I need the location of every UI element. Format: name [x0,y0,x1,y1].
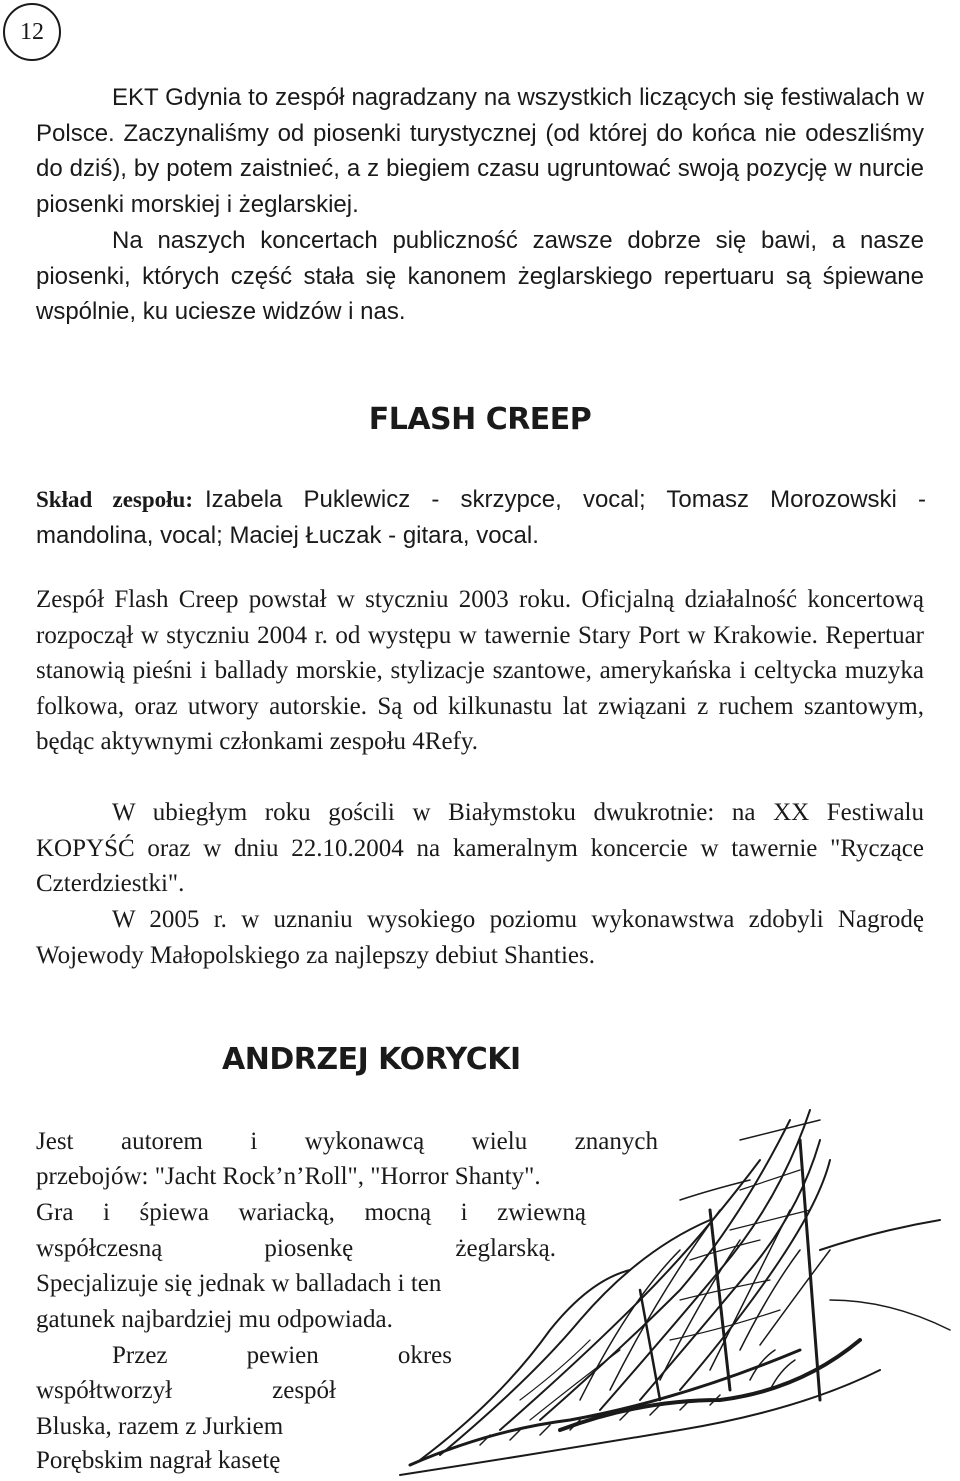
korycki-line-6: gatunek najbardziej mu odpowiada. [36,1306,393,1333]
flash-creep-paragraph-2: W ubiegłym roku gościli w Białymstoku dwukrotnie: na XX Festiwalu KOPYŚĆ oraz w dniu 22.10.2004 na kameralnym koncercie w tawernie "Ryczące Czterdziestki". [36,799,924,898]
korycki-line-3: Gra i śpiewa wariacką, mocną i zwiewną [36,1199,586,1226]
korycki-line-8: współtworzył zespół [36,1377,336,1404]
section-title-flash-creep: FLASH CREEP [368,402,592,437]
flash-creep-paragraph-3: W 2005 r. w uznaniu wysokiego poziomu wykonawstwa zdobyli Nagrodę Wojewody Małopolskiego za najlepszy debiut Shanties. [36,906,924,969]
flash-creep-paragraph-1: Zespół Flash Creep powstał w styczniu 2003 roku. Oficjalną działalność koncertową rozpoczął w styczniu 2004 r. od występu w tawernie Stary Port w Krakowie. Repertuar stanowią pieśni i ballady morskie, stylizacje szantowe, amerykańska i celtycka muzyka folkowa, oraz utwory autorskie. Są od kilkunastu lat związani z ruchem szantowym, będąc aktywnymi członkami zespołu 4Refy. [36,586,924,756]
page-number: 12 [3,3,61,61]
korycki-line-5: Specjalizuje się jednak w balladach i ten [36,1270,442,1297]
korycki-line-4: współczesną piosenkę żeglarską. [36,1235,556,1262]
sailing-ship-illustration [380,1100,960,1481]
korycki-line-9: Bluska, razem z Jurkiem [36,1413,284,1440]
korycki-line-7: Przez pewien okres [112,1342,452,1369]
korycki-line-10: Porębskim nagrał kasetę [36,1447,281,1474]
lineup-label: Skład zespołu: [36,487,193,512]
lineup-text: Izabela Puklewicz - skrzypce, vocal; Tomasz Morozowski - mandolina, vocal; Maciej Łuczak - gitara, vocal. [36,486,926,549]
intro-paragraph-1: EKT Gdynia to zespół nagradzany na wszystkich liczących się festiwalach w Polsce. Zaczynaliśmy od piosenki turystycznej (od której do końca nie odeszliśmy do dziś), by potem zaistnieć, a z biegiem czasu ugruntować swoją pozycję w nurcie piosenki morskiej i żeglarskiej. [36,84,924,219]
korycki-line-2: przebojów: "Jacht Rock’n’Roll", "Horror Shanty". [36,1163,541,1190]
flash-creep-lineup [36,482,926,554]
korycki-line-1: Jest autorem i wykonawcą wielu znanych [36,1128,658,1155]
intro-paragraph-2: Na naszych koncertach publiczność zawsze dobrze się bawi, a nasze piosenki, których część stała się kanonem żeglarskiego repertuaru są śpiewane wspólnie, ku uciesze widzów i nas. [36,227,924,326]
section-title-andrzej-korycki: ANDRZEJ KORYCKI [222,1042,521,1077]
